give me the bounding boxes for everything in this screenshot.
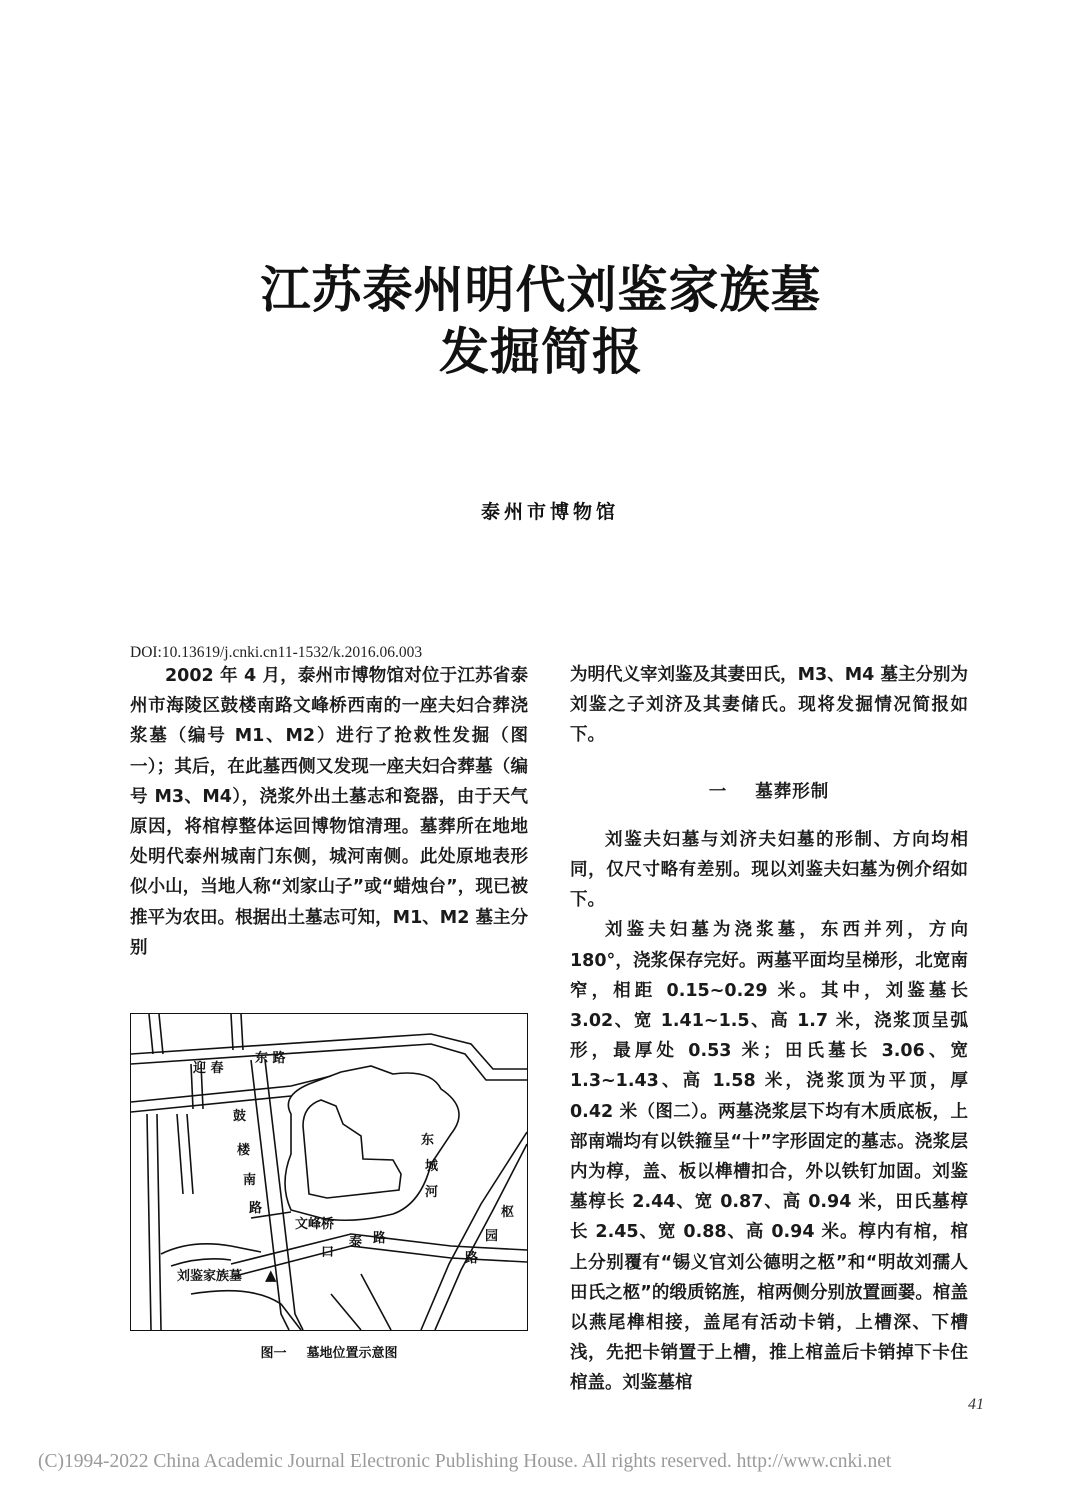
right-column [570,660,968,1399]
paragraph-tomb-details: 刘鉴夫妇墓为浇浆墓，东西并列，方向 180°，浇浆保存完好。两墓平面均呈梯形，北宽南窄，相距 0.15~0.29 米。其中，刘鉴墓长 3.02、宽 1.41~1.5、高 1.7 米，浇浆顶呈弧形，最厚处 0.53 米；田氏墓长 3.06、宽 1.3~1.43、高 1.58 米，浇浆顶为平顶，厚 0.42 米（图二）。两墓浇浆层下均有木质底板，上部南端均有以铁箍呈“十”字形固定的墓志。浇浆层内为椁，盖、板以榫槽扣合，外以铁钉加固。刘鉴墓椁长 2.44、宽 0.87、高 0.94 米，田氏墓椁长 2.45、宽 0.88、高 0.94 米。椁内有棺，棺上分别覆有“锡义官刘公德明之柩”和“明故刘孺人田氏之柩”的缎质铭旌，棺两侧分别放置画翣。棺盖以燕尾榫相接，盖尾有活动卡销，上槽深、下槽浅，先把卡销置于上槽，推上棺盖后卡销掉下卡住棺盖。刘鉴墓棺 [570,920,968,1394]
figure-caption-text: 墓地位置示意图 [306,1346,398,1361]
map-label-kou: 口 [321,1245,335,1260]
location-map [131,1014,527,1330]
paragraph-continued: 为明代义宰刘鉴及其妻田氏，M3、M4 墓主分别为刘鉴之子刘济及其妻储氏。现将发掘情况简报如下。 [570,665,968,746]
location-map-figure [130,1013,528,1331]
map-label-lu2: 路 [373,1231,387,1246]
section-title: 墓葬形制 [755,781,830,802]
map-label-dong: 东 [421,1133,435,1148]
map-label-yingchun: 迎 春 [193,1061,224,1076]
figure-caption [130,1342,528,1361]
map-label-nan: 南 [243,1173,257,1188]
map-label-dong-lu: 东 路 [255,1051,286,1066]
section-number: 一 [708,781,728,802]
map-label-gu: 鼓 [233,1109,247,1124]
section-heading [570,777,968,807]
article-title-line-2: 发掘简报 [439,323,643,381]
author: 泰州市博物馆 [480,501,619,523]
paragraph-form: 刘鉴夫妇墓与刘济夫妇墓的形制、方向均相同，仅尺寸略有差别。现以刘鉴夫妇墓为例介绍如下。 [570,829,968,911]
map-label-shu: 枢 [501,1205,515,1220]
left-column [130,660,528,963]
doi[interactable]: DOI:10.13619/j.cnki.cn11-1532/k.2016.06.003 [130,644,423,661]
figure-caption-number: 图一 [260,1346,287,1361]
map-label-tomb: 刘鉴家族墓 [177,1269,243,1284]
paragraph-intro: 2002 年 4 月，泰州市博物馆对位于江苏省泰州市海陵区鼓楼南路文峰桥西南的一座夫妇合葬浇浆墓（编号 M1、M2）进行了抢救性发掘（图一）；其后，在此墓西侧又发现一座夫妇合葬墓（编号 M3、M4），浇浆外出土墓志和瓷器，由于天气原因，将棺椁整体运回博物馆清理。墓葬所在地地处明代泰州城南门东侧，城河南侧。此处原地表形似小山，当地人称“刘家山子”或“蜡烛台”，现已被推平为农田。根据出土墓志可知，M1、M2 墓主分别 [130,666,528,958]
article-title-line-1: 江苏泰州明代刘鉴家族墓 [260,261,822,319]
tomb-marker-icon: ▲ [265,1266,277,1284]
map-label-cheng: 城 [425,1159,439,1174]
map-label-yuan: 园 [485,1229,499,1244]
map-label-lu3: 路 [465,1251,479,1266]
page-number: 41 [968,1396,984,1413]
map-label-lu: 路 [249,1201,263,1216]
copyright-footer: (C)1994-2022 China Academic Journal Electronic Publishing House. All rights reserved. http://www.cnki.net [38,1451,892,1472]
map-label-tai: 泰 [349,1235,363,1250]
map-label-he: 河 [425,1185,439,1200]
map-label-lou: 楼 [237,1143,251,1158]
map-label-wenfengqiao: 文峰桥 [295,1217,335,1232]
